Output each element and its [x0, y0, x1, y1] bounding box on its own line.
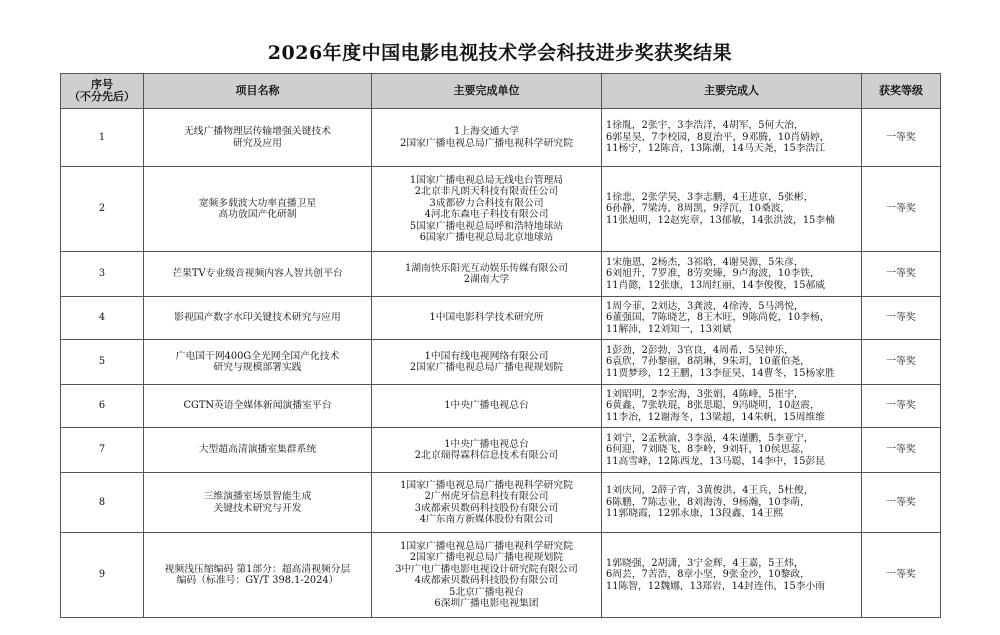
header-people: 主要完成人: [602, 74, 862, 109]
cell-project: CGTN英语全媒体新闻演播室平台: [144, 385, 372, 428]
cell-project: 芒果TV专业级音视频内容人智共创平台: [144, 252, 372, 297]
cell-units: 1上海交通大学 2国家广播电视总局广播电视科学研究院: [372, 109, 602, 167]
cell-seq: 7: [61, 428, 144, 473]
cell-project: 影视国产数字水印关键技术研究与应用: [144, 297, 372, 340]
table-row: [61, 473, 941, 533]
cell-units: 1湖南快乐阳光互动娱乐传媒有限公司 2湖南大学: [372, 252, 602, 297]
cell-units: 1国家广播电视总局无线电台管理局 2北京非凡朗天科技有限责任公司 3成都矽力合科技有限公司 4河北东森电子科技有限公司 5国家广播电视总局呼和浩特地球站 6国家广播电视总局北京地球站: [372, 167, 602, 252]
cell-units: 1国家广播电视总局广播电视科学研究院 2广州虎牙信息科技有限公司 3成都索贝数码科技股份有限公司 4广东南方新媒体股份有限公司: [372, 473, 602, 533]
table-row: [61, 533, 941, 618]
cell-people: 1彭劲，2彭勃，3官良，4周希，5吴钟乐， 6袁欣，7孙黎丽，8胡琳，9朱玥，10董伯尧， 11贾梦珍，12王鹏，13李征昊，14曹冬，15杨家胜: [602, 340, 862, 385]
cell-units: 1中国电影科学技术研究所: [372, 297, 602, 340]
cell-level: 一等奖: [862, 252, 941, 297]
cell-units: 1国家广播电视总局广播电视科学研究院 2国家广播电视总局广播电视规划院 3中广电广播电影电视设计研究院有限公司 4成都索贝数码科技股份有限公司 5北京广播电视台 6深圳广播电影电视集团: [372, 533, 602, 618]
cell-people: 1周今菲，2刘达，3龚波，4徐涛，5马鸿悦， 6董强国，7陈晓艺，8王木旺，9陈尚乾，10李杨， 11解沛，12刘知一，13刘斌: [602, 297, 862, 340]
cell-people: 1刘宁，2孟秋渝，3李溢，4朱谨鹏，5李亚宁， 6何迎，7刘晓飞，8李岭，9刘轩，10侯思蕊， 11高雪峰，12陈西龙，13马聪，14李中，15彭昆: [602, 428, 862, 473]
cell-seq: 1: [61, 109, 144, 167]
cell-people: 1刘庆同，2薛子宵，3黄俊洪，4王兵，5杜俊， 6陈鹏，7陈志业，8刘海涛，9杨瀚，10李萌， 11郭晓霞，12郭永康，13段鑫，14王熙: [602, 473, 862, 533]
header-seq: [61, 74, 144, 109]
cell-seq: 3: [61, 252, 144, 297]
cell-level: 一等奖: [862, 533, 941, 618]
table-row: [61, 252, 941, 297]
cell-level: 一等奖: [862, 473, 941, 533]
cell-level: 一等奖: [862, 385, 941, 428]
award-results-table: [60, 73, 941, 618]
cell-people: 1徐胤，2张宇，3李浩洋，4胡军，5何大治， 6郭星昊，7李校园，8夏治平，9邓腾，10肖婧婷， 11杨宁，12陈音，13陈潮，14马天尧，15李浩江: [602, 109, 862, 167]
cell-seq: 6: [61, 385, 144, 428]
table-row: [61, 340, 941, 385]
cell-project: 视频浅压缩编码 第1部分：超高清视频分层 编码（标准号：GY/T 398.1-2024）: [144, 533, 372, 618]
table-row: [61, 297, 941, 340]
table-row: [61, 385, 941, 428]
cell-seq: 8: [61, 473, 144, 533]
cell-project: 宽频多载波大功率直播卫星 高功放国产化研制: [144, 167, 372, 252]
table-row: [61, 109, 941, 167]
header-seq-line1: 序号: [91, 77, 113, 91]
cell-level: 一等奖: [862, 297, 941, 340]
cell-level: 一等奖: [862, 167, 941, 252]
cell-units: 1中央广播电视总台: [372, 385, 602, 428]
cell-seq: 2: [61, 167, 144, 252]
cell-people: 1宋施恩，2杨杰，3祁晗，4谢昊源，5朱彦， 6刘旭升，7罗准，8劳奕臻，9卢海波，10李铁， 11肖懿，12张康，13周红丽，14李俊俊，15郝威: [602, 252, 862, 297]
cell-level: 一等奖: [862, 109, 941, 167]
cell-project: 三维演播室场景智能生成 关键技术研究与开发: [144, 473, 372, 533]
cell-project: 无线广播物理层传输增强关键技术 研究及应用: [144, 109, 372, 167]
page-title: 2026年度中国电影电视技术学会科技进步奖获奖结果: [267, 42, 733, 64]
cell-project: 广电国干网400G全光网全国产化技术 研究与规模部署实践: [144, 340, 372, 385]
cell-seq: 4: [61, 297, 144, 340]
table-row: [61, 167, 941, 252]
table-row: [61, 428, 941, 473]
cell-level: 一等奖: [862, 428, 941, 473]
header-units: 主要完成单位: [372, 74, 602, 109]
cell-people: 1郭晓强，2胡潇，3宁金辉，4王嘉，5王炜， 6周芸，7苦浩，8章小坚，9张金沙，10黎政， 11陈智，12魏娜，13郑岩，14封连伟，15李小雨: [602, 533, 862, 618]
header-project: 项目名称: [144, 74, 372, 109]
cell-seq: 5: [61, 340, 144, 385]
cell-project: 大型超高清演播室集群系统: [144, 428, 372, 473]
cell-units: 1中央广播电视总台 2北京瑞得霖科信息技术有限公司: [372, 428, 602, 473]
cell-seq: 9: [61, 533, 144, 618]
header-level: 获奖等级: [862, 74, 941, 109]
cell-level: 一等奖: [862, 340, 941, 385]
cell-people: 1刘昭明，2李宏海，3张娟，4陈峰，5崔宇， 6黄鑫，7张轶琨，8张思聪，9冯晓明，10赵震， 11李治，12谢海冬，13梁超，14朱帆，15周维维: [602, 385, 862, 428]
cell-units: 1中国有线电视网络有限公司 2国家广播电视总局广播电视规划院: [372, 340, 602, 385]
header-seq-line2: （不分先后）: [69, 90, 135, 103]
cell-people: 1徐悲，2张学昊，3李志鹏，4王进京，5张彬， 6孙静，7梁涛，8周凯，9浮沉，10桑波， 11张旭明，12赵宪章，13郁敏，14张洪波，15李楠: [602, 167, 862, 252]
table-header-row: [61, 74, 941, 109]
